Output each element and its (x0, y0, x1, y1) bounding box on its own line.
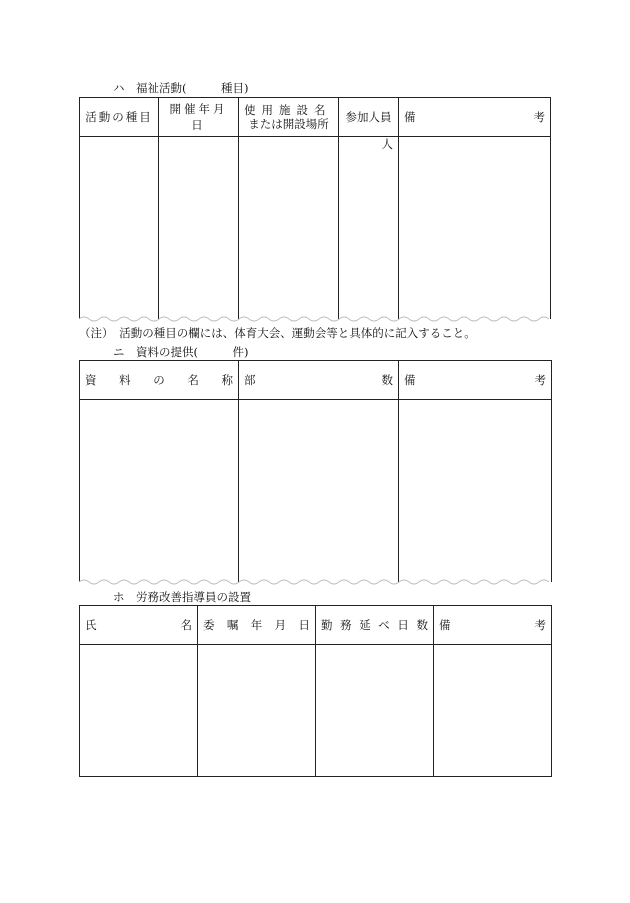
mat-char1: 資 (85, 373, 97, 387)
cell-facility (239, 137, 339, 319)
wave-break-1 (79, 315, 552, 323)
participants-unit: 人 (381, 137, 393, 151)
remarks-ni-char1: 備 (404, 373, 416, 387)
col-copies (239, 361, 399, 400)
comm-char4: 月 (274, 618, 287, 632)
remarks-ho-char2: 考 (534, 618, 546, 632)
copies-char2: 数 (381, 373, 393, 387)
days-char5: 日 (397, 618, 409, 632)
cell-remarks-ho (434, 645, 552, 777)
section-ho-heading: ホ 労務改善指導員の設置 (113, 590, 251, 604)
name-char2: 名 (180, 618, 192, 632)
cell-material-name (80, 400, 239, 582)
days-char2: 務 (340, 618, 352, 632)
mat-char3: の (153, 373, 165, 387)
col-remarks-ho (434, 606, 552, 645)
col-material-name (80, 361, 239, 400)
cell-remarks-ni (399, 400, 552, 582)
cell-remarks (399, 137, 551, 319)
welfare-activity-table (79, 97, 551, 319)
cell-total-days (316, 645, 434, 777)
facility-line2: または開設場所 (248, 117, 329, 131)
remarks-ho-char1: 備 (439, 618, 451, 632)
col-facility (239, 98, 339, 137)
col-event-date: 開催年月日 (159, 98, 239, 137)
mat-char2: 料 (119, 373, 131, 387)
mat-char4: 名 (187, 373, 199, 387)
col-commission-date (198, 606, 316, 645)
days-char1: 勤 (321, 618, 333, 632)
remarks-char2: 考 (533, 110, 545, 124)
remarks-ni-char2: 考 (534, 373, 546, 387)
copies-char1: 部 (244, 373, 256, 387)
cell-participants (339, 137, 399, 319)
cell-activity-type (80, 137, 159, 319)
days-char4: べ (378, 618, 390, 632)
section-ni-heading: ニ 資料の提供( 件) (113, 345, 249, 359)
cell-event-date (159, 137, 239, 319)
comm-char2: 嘱 (226, 618, 239, 632)
activity-note: （注） 活動の種目の欄には、体育大会、運動会等と具体的に記入すること。 (79, 326, 476, 340)
col-activity-type: 活動の種目 (80, 98, 159, 137)
col-remarks-ni (399, 361, 552, 400)
col-participants: 参加人員 (339, 98, 399, 137)
cell-copies (239, 400, 399, 582)
cell-commission-date (198, 645, 316, 777)
section-ha-heading: ハ 福祉活動( 種目) (113, 81, 249, 95)
labor-instructor-table (79, 605, 552, 777)
comm-char1: 委 (203, 618, 215, 632)
mat-char5: 称 (221, 373, 233, 387)
days-char3: 延 (359, 618, 371, 632)
comm-char3: 年 (250, 618, 263, 632)
days-char6: 数 (416, 618, 428, 632)
col-remarks (399, 98, 551, 137)
cell-name (80, 645, 198, 777)
col-name (80, 606, 198, 645)
facility-line1: 使用施設名 (244, 103, 332, 117)
remarks-char1: 備 (404, 110, 416, 124)
col-total-days (316, 606, 434, 645)
name-char1: 氏 (85, 618, 97, 632)
wave-break-2 (79, 578, 552, 586)
materials-table (79, 360, 552, 582)
comm-char5: 日 (298, 618, 310, 632)
